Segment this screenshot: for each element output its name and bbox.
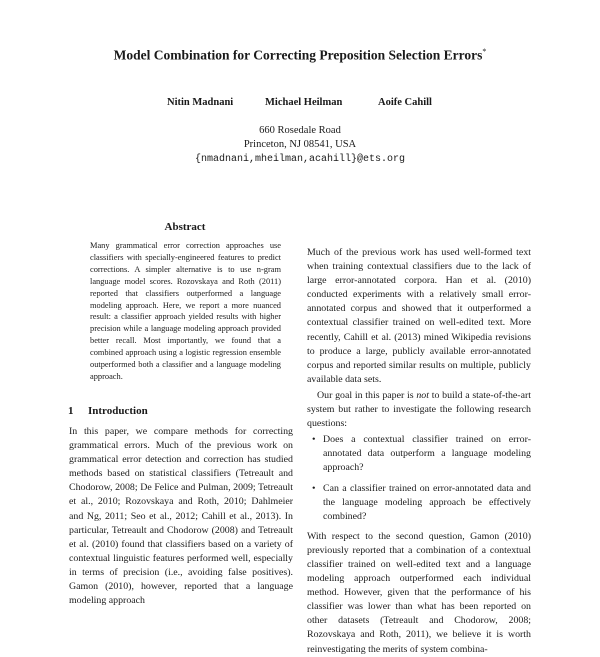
- author-name: Michael Heilman: [265, 97, 343, 108]
- text-run: to build a state-of-the-art system but rather to investigate the following research questions:: [307, 389, 532, 430]
- list-item: [307, 482, 531, 524]
- address-city: Princeton, NJ 08541, USA: [243, 139, 357, 151]
- author-name: Nitin Madnani: [167, 97, 234, 108]
- introduction-body: [69, 425, 293, 608]
- list-item-text: Does a contextual classifier trained on error-annotated data outperform a language modeling approach?: [323, 434, 531, 474]
- paragraph: Much of the previous work has used well-formed text when training contextual classifiers due to the lack of large error-annotated corpora. Han et al. (2010) conducted experiments with a relatively small error-annotated corpus and showed that it outperformed a contextual classifier trained on well-edited text. More recently, Cahill et al. (2013) mined Wikipedia revisions to produce a large, publicly available error-annotated corpus and reported similar results on multiple, publicly available data sets.: [307, 247, 531, 385]
- author-list: [0, 97, 600, 111]
- research-questions-list: [307, 433, 531, 524]
- paragraph: [307, 389, 531, 431]
- title-footnote-mark: *: [482, 47, 487, 56]
- abstract-body: [90, 240, 281, 383]
- paragraph: With respect to the second question, Gamon (2010) previously reported that a combination of a contextual classifier trained on well-edited text and a language modeling approach outperformed each individual method. However, given that the performance of his classifier was lower than what has been reported on other datasets (Tetreault and Chodorow, 2008; Rozovskaya and Roth, 2011), we believe it is worth reinvestigating the merits of system combina-: [307, 530, 531, 655]
- section-title: Introduction: [88, 405, 148, 417]
- paragraph: In this paper, we compare methods for correcting grammatical errors. Much of the previous work on grammatical error detection and correction has studied methods based on statistical classifiers (Tetreault and Chodorow, 2008; De Felice and Pulman, 2009; Tetreault et al., 2010; Rozovskaya and Roth, 2010; Dahlmeier and Ng, 2011; Seo et al., 2012; Cahill et al., 2013). In particular, Tetreault and Chodorow (2008) and Tetreault et al. (2010) found that classifiers based on a variety of contextual linguistic features performed well, especially in terms of precision (i.e., avoiding false positives). Gamon (2010), however, reported that a language modeling approach: [69, 426, 293, 607]
- bullet-icon: •: [312, 434, 316, 446]
- list-item-text: Can a classifier trained on error-annotated data and the language modeling approach be effectively combined?: [323, 482, 531, 522]
- text-run: Our goal in this paper is: [317, 389, 417, 401]
- author-emails: {nmadnani,mheilman,acahill}@ets.org: [194, 153, 406, 165]
- list-item: [307, 433, 531, 475]
- abstract-heading: Abstract: [164, 221, 206, 233]
- section-number: 1: [68, 405, 74, 417]
- address-street: 660 Rosedale Road: [259, 125, 341, 136]
- abstract-text: Many grammatical error correction approaches use classifiers with specially-engineered features to predict corrections. A simpler alternative is to use n-gram language model scores. Rozovskaya and Roth (2011) reported that classifiers outperformed a language modeling approach. Here, we report a more nuanced result: a classifier approach yielded results with higher precision while a language modeling approach provided better recall. Most importantly, we found that a combined approach using a logistic regression ensemble outperformed both a classifier and a language modeling approach.: [90, 241, 281, 381]
- section-heading-introduction: [68, 405, 148, 417]
- emphasis: not: [416, 389, 429, 401]
- affiliation: [0, 124, 600, 167]
- paper-title-text: Model Combination for Correcting Preposition Selection Errors: [113, 47, 483, 63]
- paper-title: [0, 47, 600, 64]
- right-column: [307, 246, 531, 657]
- author-name: Aoife Cahill: [378, 97, 432, 108]
- bullet-icon: •: [312, 482, 316, 494]
